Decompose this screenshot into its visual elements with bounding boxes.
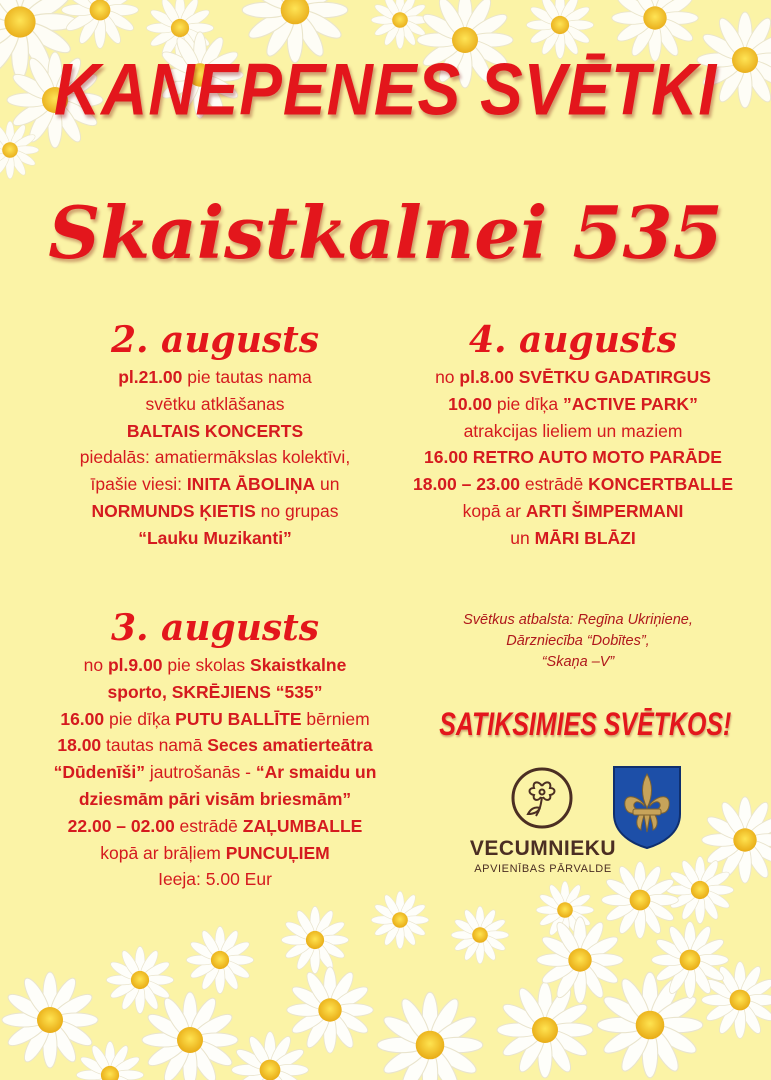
text: estrādē: [174, 815, 243, 836]
park-name: ”ACTIVE PARK”: [563, 393, 698, 414]
text: tautas namā: [101, 735, 208, 756]
time: 18.00 – 23.00: [412, 474, 521, 495]
event-title: KANEPENES SVĒTKI: [53, 47, 718, 131]
day-4-date: 4. augusts: [468, 319, 678, 361]
text: atrakcijas lieliem un maziem: [463, 420, 683, 441]
play-title: “Ar smaidu un: [255, 762, 377, 783]
text: bērniem: [301, 708, 370, 729]
event-name: Skaistkalne: [250, 655, 347, 675]
time: 16.00: [60, 708, 105, 729]
logos: [468, 762, 688, 892]
flower-logo-icon: [510, 766, 574, 830]
logo-name: VECUMNIEKU: [469, 837, 617, 860]
day-4-schedule: [388, 320, 758, 552]
event-name: Seces amatierteātra: [207, 735, 373, 756]
sponsors: [398, 610, 758, 673]
text: no: [83, 655, 108, 675]
meet-slogan: SATIKSIMIES SVĒTKOS!: [439, 706, 732, 742]
guest-name: NORMUNDS ĶIETIS: [91, 500, 256, 521]
event-name: sporto, SKRĒJIENS “535”: [107, 681, 323, 702]
text: svētku atklāšanas: [145, 393, 285, 414]
logo-subtitle: APVIENĪBAS PĀRVALDE: [474, 863, 612, 875]
coat-of-arms-icon: [611, 764, 683, 850]
day-3-schedule: [35, 608, 395, 893]
time: 18.00: [57, 735, 102, 756]
sponsor-line: Svētkus atbalsta: Regīna Ukriņiene,: [463, 612, 693, 628]
ball-title: KONCERTBALLE: [588, 474, 733, 495]
performer-name: ARTI ŠIMPERMANI: [525, 500, 684, 521]
day-2-schedule: [50, 320, 380, 552]
troupe-name: “Dūdenīši”: [53, 762, 145, 783]
text: īpašie viesi:: [90, 474, 187, 495]
text: pie tautas nama: [182, 367, 312, 387]
band-name: “Lauku Muzikanti”: [138, 527, 292, 548]
time: 22.00 – 02.00: [67, 815, 175, 836]
performer-name: PUNCUĻIEM: [225, 842, 330, 863]
text: kopā ar: [462, 500, 526, 521]
text: estrādē: [520, 474, 589, 495]
sponsor-line: “Skaņa –V”: [541, 654, 615, 670]
guest-name: INITA ĀBOLIŅA: [186, 474, 316, 495]
text: pie dīķa: [104, 708, 176, 729]
text: un: [315, 474, 340, 495]
sponsor-line: Dārzniecība “Dobītes”,: [506, 633, 650, 649]
performer-name: MĀRI BLĀZI: [534, 527, 636, 548]
text: jautrošanās -: [144, 762, 256, 783]
text: un: [510, 527, 535, 548]
fair-title: pl.8.00 SVĒTKU GADATIRGUS: [459, 367, 711, 387]
event-subtitle: Skaistkalnei 535: [48, 190, 723, 275]
event-name: PUTU BALLĪTE: [175, 708, 302, 729]
day-2-date: 2. augusts: [110, 319, 320, 361]
text: kopā ar brāļiem: [100, 842, 226, 863]
day-2-time: pl.21.00: [118, 367, 183, 387]
time: 10.00: [448, 393, 492, 414]
text: piedalās: amatiermākslas kolektīvi,: [79, 447, 351, 468]
time: pl.9.00: [107, 655, 163, 675]
text: no: [435, 367, 460, 387]
day-3-date: 3. augusts: [110, 607, 320, 649]
text: pie dīķa: [491, 393, 563, 414]
entry-fee: Ieeja: 5.00 Eur: [158, 869, 272, 890]
parade-title: 16.00 RETRO AUTO MOTO PARĀDE: [424, 447, 722, 468]
text: no grupas: [255, 500, 339, 521]
text: pie skolas: [162, 655, 251, 675]
play-title: dziesmām pāri visām briesmām”: [78, 788, 352, 809]
event-name: ZAĻUMBALLE: [242, 815, 363, 836]
concert-title: BALTAIS KONCERTS: [126, 420, 304, 441]
